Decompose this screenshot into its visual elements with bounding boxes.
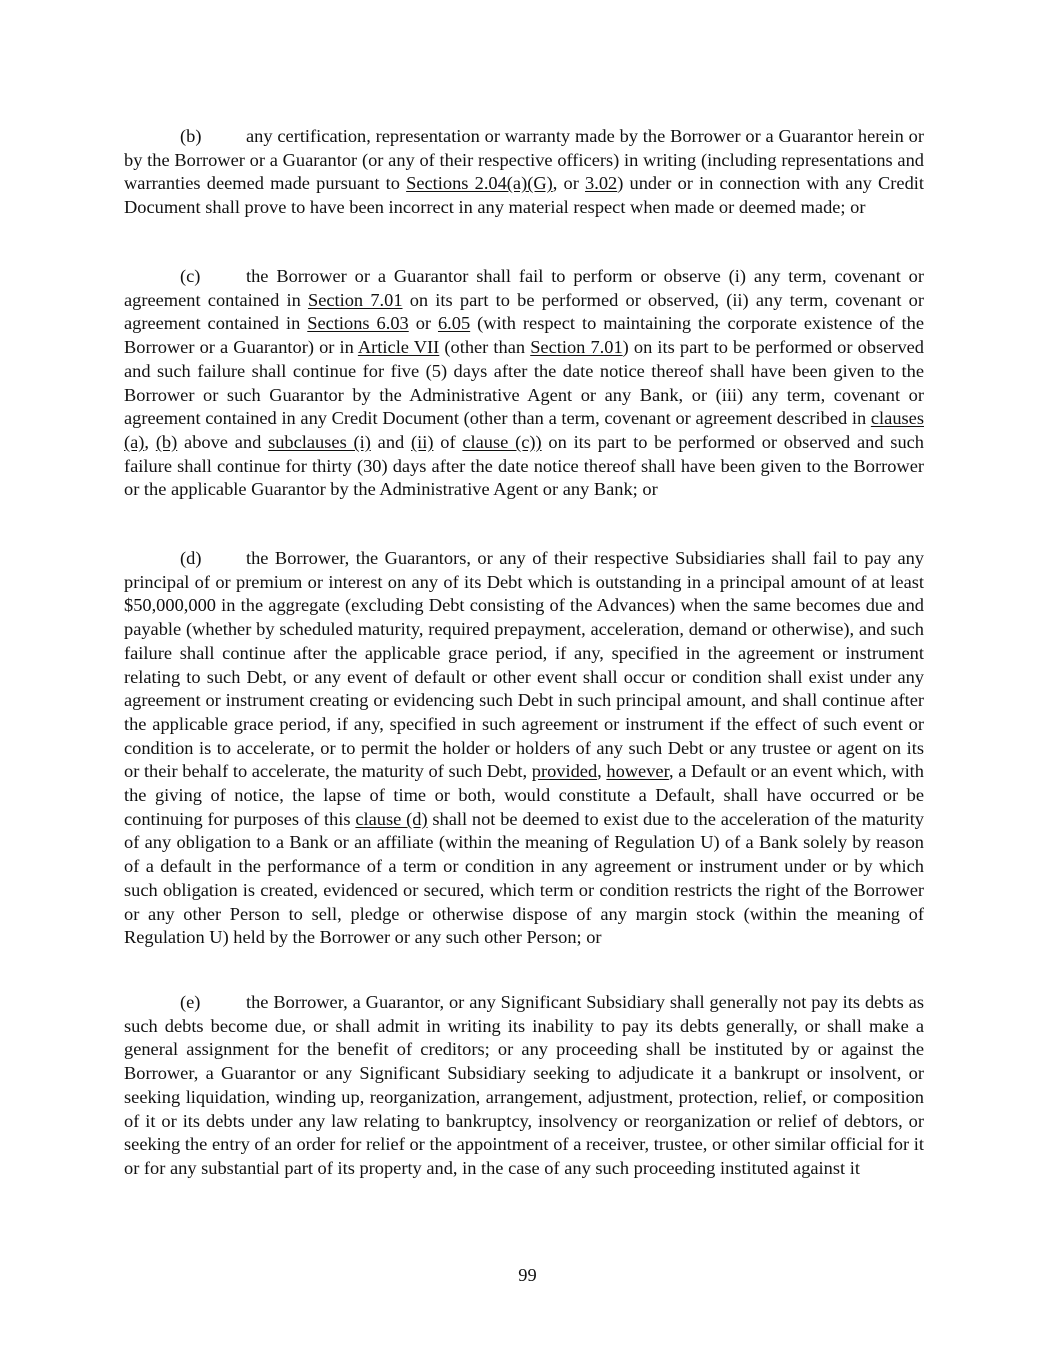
clause-reference: (b) bbox=[155, 431, 178, 452]
paragraph-text: (with respect to maintaining the corporate existence of the Borrower or a Guarantor) or in bbox=[124, 313, 924, 358]
clause-reference: clauses (a) bbox=[124, 408, 924, 452]
clause-reference: subclauses (i) bbox=[268, 431, 371, 452]
clause-reference: clause (d) bbox=[355, 808, 428, 829]
paragraph-text: , or bbox=[552, 173, 586, 194]
paragraph-text: ) on its part to be performed or observed and such failure shall continue for five (5) days after the date notice thereof shall have been given to the Borrower or such Guarantor by the Administrative Agent or any Bank, or (iii) any term, covenant or agreement contained in any Credit Document (other than a term, covenant or agreement described in bbox=[124, 337, 924, 429]
paragraph-label: (c) bbox=[180, 266, 201, 286]
paragraph-label: (e) bbox=[180, 992, 201, 1012]
paragraph-text: (other than bbox=[439, 337, 531, 358]
section-reference: Section 7.01 bbox=[530, 337, 623, 358]
paragraph-c bbox=[124, 265, 924, 502]
paragraph-label: (b) bbox=[180, 126, 202, 146]
paragraph-text: the Borrower or a Guarantor shall fail to perform or observe (i) any term, covenant or agreement contained in bbox=[124, 266, 924, 310]
proviso-term: however bbox=[606, 761, 669, 782]
paragraph-text: the Borrower, a Guarantor, or any Significant Subsidiary shall generally not pay its debts as such debts become due, or shall admit in writing its inability to pay its debts generally, or shall make a general assignment for the benefit of creditors; or any proceeding shall be instituted by or against the Borrower, a Guarantor or any Significant Subsidiary seeking to adjudicate it a bankrupt or insolvent, or seeking liquidation, winding up, reorganization, arrangement, adjustment, protection, relief, or composition of it or its debts under any law relating to bankruptcy, insolvency or reorganization or relief of debtors, or seeking the entry of an order for relief or the appointment of a receiver, trustee, or other similar official for it or for any substantial part of its property and, in the case of any such proceeding instituted against it bbox=[124, 992, 924, 1178]
paragraph-text: above and bbox=[177, 431, 269, 452]
paragraph-text: ) under or in connection with any Credit Document shall prove to have been incorrect in any material respect when made or deemed made; or bbox=[124, 173, 924, 218]
section-reference: 6.05 bbox=[437, 313, 471, 334]
paragraph-text: , bbox=[144, 431, 156, 452]
paragraph-text: the Borrower, the Guarantors, or any of their respective Subsidiaries shall fail to pay any principal of or premium or interest on any of its Debt which is outstanding in a principal amount of at least $50,000,000 in the aggregate (excluding Debt consisting of the Advances) when the same becomes due and payable (whether by scheduled maturity, required prepayment, acceleration, demand or otherwise), and such failure shall continue after the applicable grace period, if any, specified in the agreement or instrument relating to such Debt, or any event of default or other event shall occur or condition shall exist under any agreement or instrument creating or evidencing such Debt in such principal amount, and shall continue after the applicable grace period, if any, specified in such agreement or instrument if the effect of such event or condition is to accelerate, or to permit the holder or holders of any such Debt or any trustee or agent on its or their behalf to accelerate, the maturity of such Debt, bbox=[124, 548, 924, 782]
paragraph-text: any certification, representation or warranty made by the Borrower or a Guarantor herein or by the Borrower or a Guarantor (or any of their respective officers) in writing (including representations and warranties deemed made pursuant to bbox=[124, 126, 924, 194]
paragraph-text: , bbox=[597, 761, 607, 782]
page-number: 99 bbox=[518, 1265, 537, 1285]
paragraph-b bbox=[124, 125, 924, 220]
section-reference: 3.02 bbox=[585, 173, 618, 194]
paragraph-text: shall not be deemed to exist due to the acceleration of the maturity of any obligation to a Bank or an affiliate (within the meaning of Regulation U) of a Bank solely by reason of a default in the performance of a term or condition in any agreement or instrument under or by which such obligation is created, evidenced or secured, which term or condition restricts the right of the Borrower or any other Person to sell, pledge or otherwise dispose of any margin stock (within the meaning of Regulation U) held by the Borrower or any such other Person; or bbox=[124, 808, 925, 948]
paragraph-text: on its part to be performed or observed, (ii) any term, covenant or agreement contained in bbox=[124, 289, 924, 334]
clause-reference: (ii) bbox=[411, 431, 434, 452]
clause-reference: clause (c)) bbox=[462, 431, 542, 452]
paragraph-text: or bbox=[408, 313, 438, 334]
section-reference: Sections 6.03 bbox=[307, 313, 409, 334]
paragraph-e bbox=[124, 991, 924, 1181]
section-reference: Article VII bbox=[357, 337, 440, 358]
section-reference: Sections 2.04(a)(G) bbox=[406, 173, 553, 194]
proviso-term: provided bbox=[531, 761, 598, 782]
section-reference: Section 7.01 bbox=[307, 289, 403, 310]
paragraph-text: and bbox=[370, 431, 411, 452]
paragraph-text: , a Default or an event which, with the giving of notice, the lapse of time or both, would constitute a Default, shall have occurred or be continuing for purposes of this bbox=[124, 761, 924, 829]
paragraph-d bbox=[124, 547, 924, 950]
paragraph-text: on its part to be performed or observed and such failure shall continue for thirty (30) days after the date notice thereof shall have been given to the Borrower or the applicable Guarantor by the Administrative Agent or any Bank; or bbox=[124, 431, 925, 500]
paragraph-text: of bbox=[433, 431, 463, 452]
paragraph-label: (d) bbox=[180, 548, 202, 568]
